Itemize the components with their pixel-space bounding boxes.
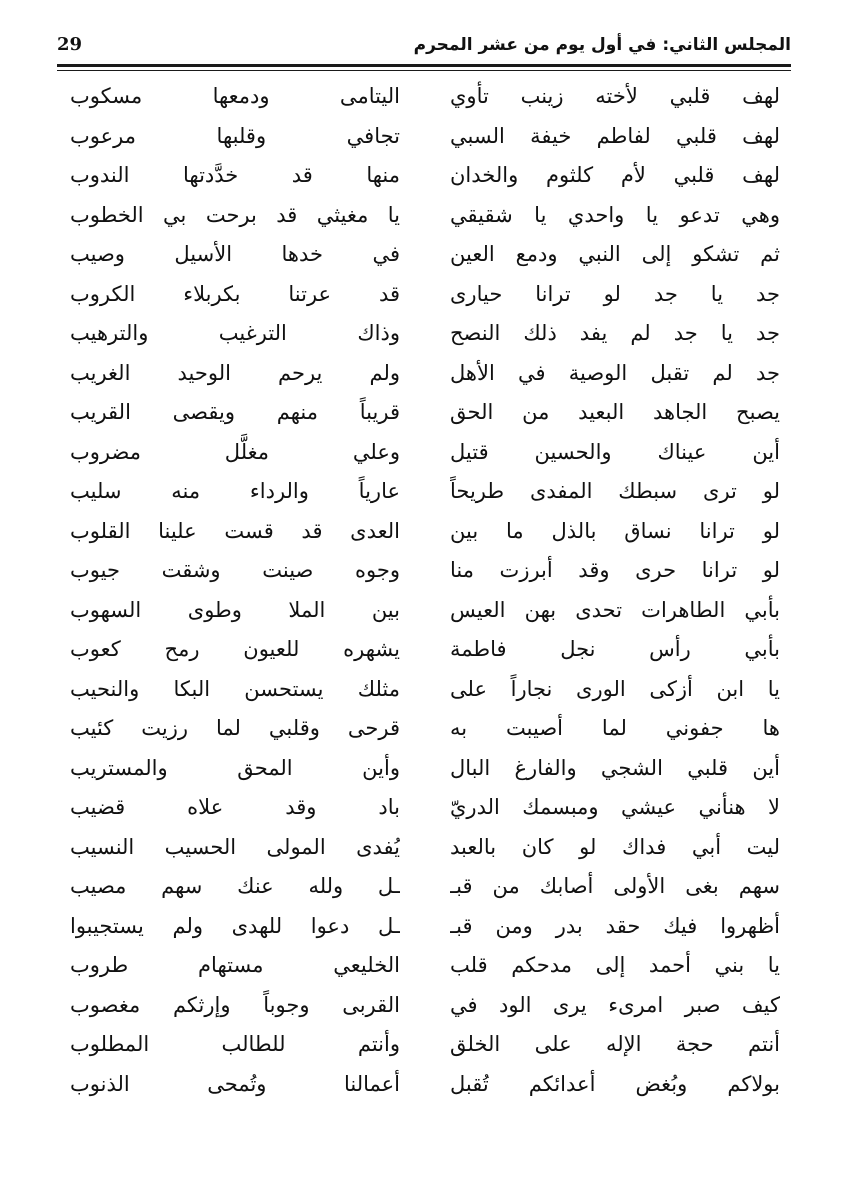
verse-second-hemistich: ولم يرحم الوحيد الغريب <box>70 360 400 385</box>
verse-second-hemistich: وأنتم للطالب المطلوب <box>70 1032 400 1056</box>
page-header <box>57 34 791 60</box>
verse-second-hemistich: قرحى وقلبي لما رزيت كئيب <box>70 716 400 740</box>
verse-first-hemistich: لو ترى سبطك المفدى طريحاً <box>450 479 780 503</box>
verse-second-hemistich: أعمالنا وتُمحى الذنوب <box>70 1071 400 1096</box>
verse-line <box>70 749 780 789</box>
verse-first-hemistich: أنتم حجة الإله على الخلق <box>450 1032 780 1056</box>
verse-first-hemistich: لهف قلبي لفاطم خيفة السبي <box>450 123 780 148</box>
page-number: 29 <box>57 34 83 55</box>
verse-first-hemistich: سهم بغى الأولى أصابك من قبـ <box>450 874 780 898</box>
header-rule-thin <box>57 70 791 71</box>
running-title: المجلس الثاني: في أول يوم من عشر المحرم <box>413 35 791 55</box>
verse-second-hemistich: القربى وجوباً وإرثكم مغصوب <box>70 992 400 1017</box>
verse-first-hemistich: بولاكم وبُغض أعدائكم تُقبل <box>450 1071 780 1096</box>
verse-line <box>70 77 780 117</box>
verse-first-hemistich: أين عيناك والحسين قتيل <box>450 439 780 464</box>
verse-line <box>70 433 780 473</box>
verse-second-hemistich: بين الملا وطوى السهوب <box>70 597 400 622</box>
verse-first-hemistich: ثم تشكو إلى النبي ودمع العين <box>450 242 780 266</box>
verse-first-hemistich: بأبي رأس نجل فاطمة <box>450 637 780 661</box>
verse-second-hemistich: وعلي مغلَّل مضروب <box>70 439 400 464</box>
verse-second-hemistich: يُفدى المولى الحسيب النسيب <box>70 834 400 859</box>
verse-line <box>70 986 780 1026</box>
verse-first-hemistich: يا بني أحمد إلى مدحكم قلب <box>450 953 780 977</box>
verse-first-hemistich: جد يا جد لو ترانا حيارى <box>450 281 780 306</box>
verse-second-hemistich: قريباً منهم ويقصى القريب <box>70 400 400 424</box>
verse-first-hemistich: لا هنأني عيشي ومبسمك الدريّ <box>450 795 780 819</box>
verse-line <box>70 946 780 986</box>
verse-first-hemistich: لهف قلبي لأخته زينب تأوي <box>450 84 780 108</box>
verse-first-hemistich: جد يا جد لم يفد ذلك النصح <box>450 321 780 345</box>
verse-line <box>70 1065 780 1105</box>
verse-line <box>70 907 780 947</box>
verse-second-hemistich: وجوه صينت وشقت جيوب <box>70 558 400 582</box>
verse-first-hemistich: لو ترانا حرى وقد أبرزت منا <box>450 558 780 582</box>
verse-second-hemistich: وأين المحق والمستريب <box>70 755 400 780</box>
poem-verses <box>70 77 780 1104</box>
verse-second-hemistich: تجافي وقلبها مرعوب <box>70 123 400 148</box>
verse-second-hemistich: مثلك يستحسن البكا والنحيب <box>70 676 400 701</box>
verse-second-hemistich: في خدها الأسيل وصيب <box>70 242 400 266</box>
verse-first-hemistich: يا ابن أزكى الورى نجاراً على <box>450 676 780 701</box>
verse-first-hemistich: أظهروا فيك حقد بدر ومن قبـ <box>450 913 780 938</box>
verse-first-hemistich: ليت أبي فداك لو كان بالعبد <box>450 834 780 859</box>
verse-first-hemistich: أين قلبي الشجي والفارغ البال <box>450 755 780 780</box>
verse-line <box>70 314 780 354</box>
verse-line <box>70 196 780 236</box>
verse-second-hemistich: اليتامى ودمعها مسكوب <box>70 84 400 108</box>
verse-first-hemistich: لهف قلبي لأم كلثوم والخدان <box>450 163 780 187</box>
verse-line <box>70 551 780 591</box>
verse-second-hemistich: عارياً والرداء منه سليب <box>70 479 400 503</box>
verse-first-hemistich: بأبي الطاهرات تحدى بهن العيس <box>450 597 780 622</box>
verse-line <box>70 354 780 394</box>
verse-line <box>70 630 780 670</box>
verse-second-hemistich: يا مغيثي قد برحت بي الخطوب <box>70 202 400 227</box>
verse-line <box>70 472 780 512</box>
header-rule-thick <box>57 64 791 67</box>
verse-line <box>70 275 780 315</box>
verse-second-hemistich: يشهره للعيون رمح كعوب <box>70 637 400 661</box>
verse-first-hemistich: جد لم تقبل الوصية في الأهل <box>450 360 780 385</box>
verse-line <box>70 867 780 907</box>
verse-first-hemistich: ها جفوني لما أصيبت به <box>450 716 780 740</box>
verse-line <box>70 1025 780 1065</box>
verse-second-hemistich: الخليعي مستهام طروب <box>70 953 400 977</box>
verse-line <box>70 235 780 275</box>
verse-second-hemistich: قد عرتنا بكربلاء الكروب <box>70 281 400 306</box>
verse-second-hemistich: منها قد خدَّدتها الندوب <box>70 163 400 187</box>
verse-line <box>70 828 780 868</box>
verse-line <box>70 788 780 828</box>
verse-first-hemistich: كيف صبر امرىء يرى الود في <box>450 992 780 1017</box>
verse-line <box>70 709 780 749</box>
verse-line <box>70 117 780 157</box>
verse-second-hemistich: ـل دعوا للهدى ولم يستجيبوا <box>70 913 400 938</box>
verse-first-hemistich: يصبح الجاهد البعيد من الحق <box>450 400 780 424</box>
verse-line <box>70 670 780 710</box>
verse-line <box>70 393 780 433</box>
verse-second-hemistich: باد وقد علاه قضيب <box>70 795 400 819</box>
verse-second-hemistich: العدى قد قست علينا القلوب <box>70 518 400 543</box>
verse-first-hemistich: وهي تدعو يا واحدي يا شقيقي <box>450 202 780 227</box>
verse-line <box>70 591 780 631</box>
verse-second-hemistich: ـل ولله عنك سهم مصيب <box>70 874 400 898</box>
verse-line <box>70 156 780 196</box>
verse-first-hemistich: لو ترانا نساق بالذل ما بين <box>450 518 780 543</box>
verse-line <box>70 512 780 552</box>
verse-second-hemistich: وذاك الترغيب والترهيب <box>70 321 400 345</box>
